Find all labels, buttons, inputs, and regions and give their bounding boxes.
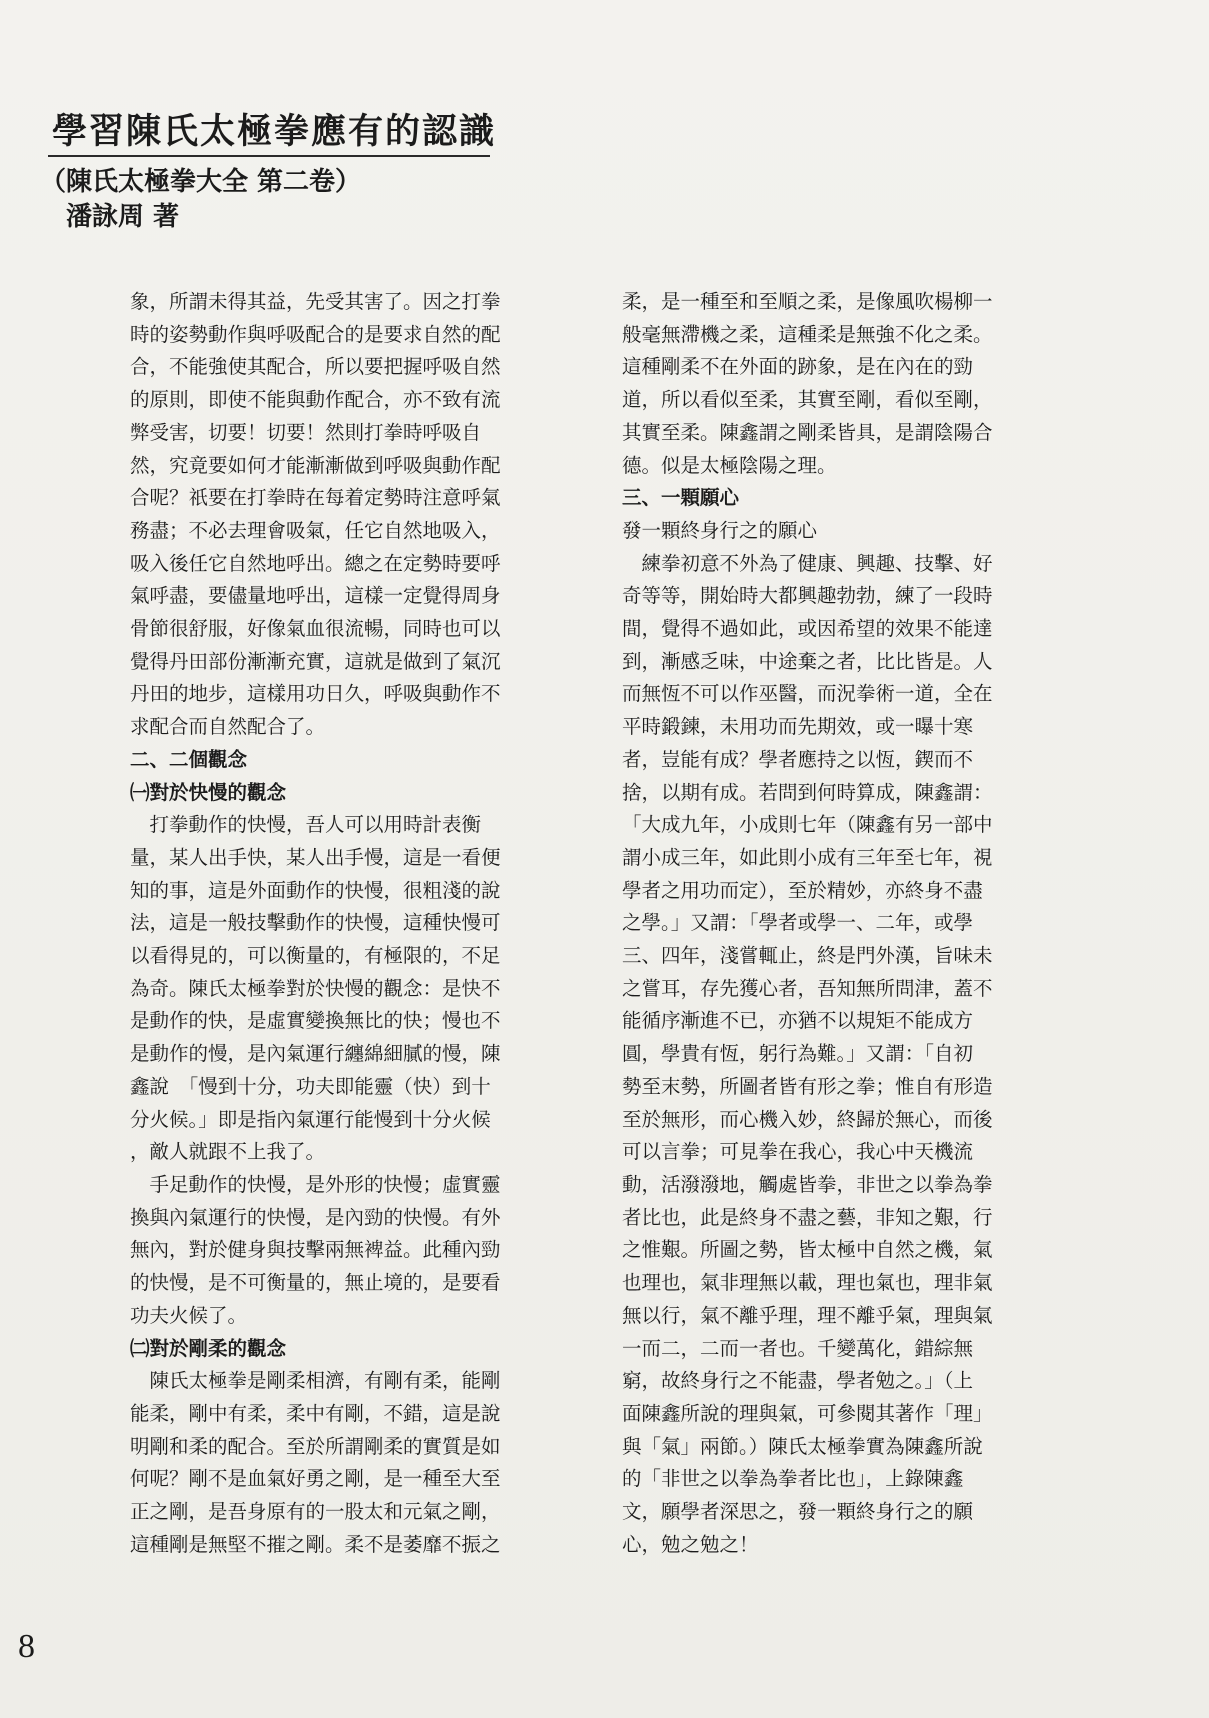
article-title: 學習陳氏太極拳應有的認識 bbox=[52, 111, 497, 152]
text-line: 柔，是一種至和至順之柔，是像風吹楊柳一 bbox=[622, 290, 993, 313]
text-line: 能循序漸進不已，亦猶不以規矩不能成方 bbox=[622, 1009, 974, 1033]
text-line: 正之剛，是吾身原有的一股太和元氣之剛， bbox=[130, 1500, 501, 1524]
text-line: 至於無形，而心機入妙，終歸於無心，而後 bbox=[622, 1107, 993, 1131]
text-line: 學者之用功而定），至於精妙，亦終身不盡 bbox=[622, 878, 983, 902]
text-line: 以看得見的，可以衡量的，有極限的，不足 bbox=[130, 944, 501, 968]
text-line: 也理也，氣非理無以載，理也氣也，理非氣 bbox=[622, 1271, 993, 1295]
text-line: 發一顆終身行之的願心 bbox=[622, 518, 818, 542]
text-line: 時的姿勢動作與呼吸配合的是要求自然的配 bbox=[130, 322, 501, 346]
text-line: 的快慢，是不可衡量的，無止境的，是要看 bbox=[130, 1271, 501, 1295]
text-line: 面陳鑫所說的理與氣，可參閱其著作「理」 bbox=[622, 1401, 993, 1425]
text-line: 務盡；不必去理會吸氣，任它自然地吸入， bbox=[130, 518, 501, 542]
text-line: 鑫說 「慢到十分，功夫即能靈（快）到十 bbox=[130, 1074, 491, 1098]
text-line: 平時鍛鍊，未用功而先期效，或一曝十寒 bbox=[622, 715, 974, 739]
text-line: 的「非世之以拳為拳者比也」，上錄陳鑫 bbox=[622, 1467, 964, 1491]
text-line: 的原則，即使不能與動作配合，亦不致有流 bbox=[130, 388, 501, 412]
text-line: 手足動作的快慢，是外形的快慢；虛實靈 bbox=[130, 1172, 501, 1196]
text-line: 象，所謂未得其益，先受其害了。因之打拳 bbox=[130, 290, 501, 313]
text-line: 無以行，氣不離乎理，理不離乎氣，理與氣 bbox=[622, 1303, 993, 1327]
text-line: 然，究竟要如何才能漸漸做到呼吸與動作配 bbox=[130, 453, 501, 477]
text-line: 窮，故終身行之不能盡，學者勉之。」（上 bbox=[622, 1369, 974, 1393]
article-subtitle: （陳氏太極拳大全 第二卷） bbox=[40, 167, 362, 197]
text-line: 其實至柔。陳鑫謂之剛柔皆具，是謂陰陽合 bbox=[622, 420, 993, 444]
section-heading: 三、一顆願心 bbox=[622, 486, 740, 510]
text-line: 一而二，二而一者也。千變萬化，錯綜無 bbox=[622, 1336, 974, 1360]
text-line: 動，活潑潑地，觸處皆拳，非世之以拳為拳 bbox=[622, 1172, 993, 1196]
article-author: 潘詠周 著 bbox=[66, 202, 180, 232]
text-line: 丹田的地步，這樣用功日久，呼吸與動作不 bbox=[130, 682, 501, 706]
title-underline bbox=[48, 155, 490, 157]
text-line: 明剛和柔的配合。至於所謂剛柔的實質是如 bbox=[130, 1434, 501, 1458]
text-line: 換與內氣運行的快慢，是內勁的快慢。有外 bbox=[130, 1205, 501, 1229]
text-line: 之嘗耳，存先獲心者，吾知無所問津，蓋不 bbox=[622, 976, 993, 1000]
text-line: 知的事，這是外面動作的快慢，很粗淺的說 bbox=[130, 878, 501, 902]
text-line: 心，勉之勉之！ bbox=[622, 1532, 759, 1556]
text-line: 勢至末勢，所圖者皆有形之拳；惟自有形造 bbox=[622, 1074, 993, 1098]
text-line: 練拳初意不外為了健康、興趣、技擊、好 bbox=[622, 551, 993, 575]
text-line: 文，願學者深思之，發一顆終身行之的願 bbox=[622, 1500, 974, 1524]
text-line: 覺得丹田部份漸漸充實，這就是做到了氣沉 bbox=[130, 649, 501, 673]
text-line: 能柔，剛中有柔，柔中有剛，不錯，這是說 bbox=[130, 1401, 501, 1425]
text-line: 這種剛柔不在外面的跡象，是在內在的勁 bbox=[622, 355, 974, 379]
text-line: 者比也，此是終身不盡之藝，非知之艱，行 bbox=[622, 1205, 993, 1229]
text-line: 可以言拳；可見拳在我心，我心中天機流 bbox=[622, 1140, 974, 1164]
text-line: 般毫無滯機之柔，這種柔是無強不化之柔。 bbox=[622, 322, 993, 346]
text-line: 與「氣」兩節。）陳氏太極拳實為陳鑫所說 bbox=[622, 1434, 983, 1458]
text-line: 分火候。」即是指內氣運行能慢到十分火候 bbox=[130, 1107, 491, 1131]
subsection-heading: ㈠對於快慢的觀念 bbox=[130, 780, 287, 804]
text-line: 謂小成三年，如此則小成有三年至七年，視 bbox=[622, 845, 993, 869]
text-line: 合呢？祇要在打拳時在每着定勢時注意呼氣 bbox=[130, 486, 501, 510]
text-line: 法，這是一般技擊動作的快慢，這種快慢可 bbox=[130, 911, 501, 935]
text-line: 打拳動作的快慢，吾人可以用時計表衡 bbox=[130, 813, 482, 837]
text-line: 是動作的慢，是內氣運行纏綿細膩的慢，陳 bbox=[130, 1042, 501, 1066]
text-line: 德。似是太極陰陽之理。 bbox=[622, 453, 837, 477]
text-line: 者，豈能有成？學者應持之以恆，鍥而不 bbox=[622, 747, 974, 771]
text-line: 間，覺得不過如此，或因希望的效果不能達 bbox=[622, 617, 993, 641]
text-line: 陳氏太極拳是剛柔相濟，有剛有柔，能剛 bbox=[130, 1369, 501, 1393]
text-line: 氣呼盡，要儘量地呼出，這樣一定覺得周身 bbox=[130, 584, 501, 608]
text-line: 而無恆不可以作巫醫，而況拳術一道，全在 bbox=[622, 682, 993, 706]
text-line: 圓，學貴有恆，躬行為難。」又謂：「自初 bbox=[622, 1042, 974, 1066]
text-line: 吸入後任它自然地呼出。總之在定勢時要呼 bbox=[130, 551, 501, 575]
text-line: 無內，對於健身與技擊兩無裨益。此種內勁 bbox=[130, 1238, 501, 1262]
text-line: 之學。」又謂：「學者或學一、二年，或學 bbox=[622, 911, 974, 935]
text-line: 這種剛是無堅不摧之剛。柔不是萎靡不振之 bbox=[130, 1532, 501, 1556]
text-line: 三、四年，淺嘗輒止，終是門外漢，旨味未 bbox=[622, 944, 993, 968]
section-heading: 二、二個觀念 bbox=[130, 747, 248, 771]
text-line: 道，所以看似至柔，其實至剛，看似至剛， bbox=[622, 388, 993, 412]
text-line: 捨，以期有成。若問到何時算成，陳鑫謂： bbox=[622, 780, 993, 804]
text-line: 到，漸感乏味，中途棄之者，比比皆是。人 bbox=[622, 649, 993, 673]
text-line: 奇等等，開始時大都興趣勃勃，練了一段時 bbox=[622, 584, 993, 608]
left-column bbox=[130, 286, 550, 1561]
right-column bbox=[622, 286, 1042, 1561]
text-line: 為奇。陳氏太極拳對於快慢的觀念：是快不 bbox=[130, 976, 501, 1000]
text-line: ，敵人就跟不上我了。 bbox=[130, 1140, 326, 1164]
text-line: 何呢？剛不是血氣好勇之剛，是一種至大至 bbox=[130, 1467, 501, 1491]
text-line: 求配合而自然配合了。 bbox=[130, 715, 326, 739]
subsection-heading: ㈡對於剛柔的觀念 bbox=[130, 1336, 287, 1360]
text-line: 合，不能強使其配合，所以要把握呼吸自然 bbox=[130, 355, 501, 379]
text-line: 弊受害，切要！切要！然則打拳時呼吸自 bbox=[130, 420, 482, 444]
text-line: 「大成九年，小成則七年（陳鑫有另一部中 bbox=[622, 813, 993, 837]
text-line: 骨節很舒服，好像氣血很流暢，同時也可以 bbox=[130, 617, 501, 641]
page-number: 8 bbox=[18, 1628, 35, 1665]
text-line: 之惟艱。所圖之勢，皆太極中自然之機，氣 bbox=[622, 1238, 993, 1262]
text-line: 功夫火候了。 bbox=[130, 1303, 248, 1327]
text-line: 是動作的快，是虛實變換無比的快；慢也不 bbox=[130, 1009, 501, 1033]
text-line: 量，某人出手快，某人出手慢，這是一看便 bbox=[130, 845, 501, 869]
